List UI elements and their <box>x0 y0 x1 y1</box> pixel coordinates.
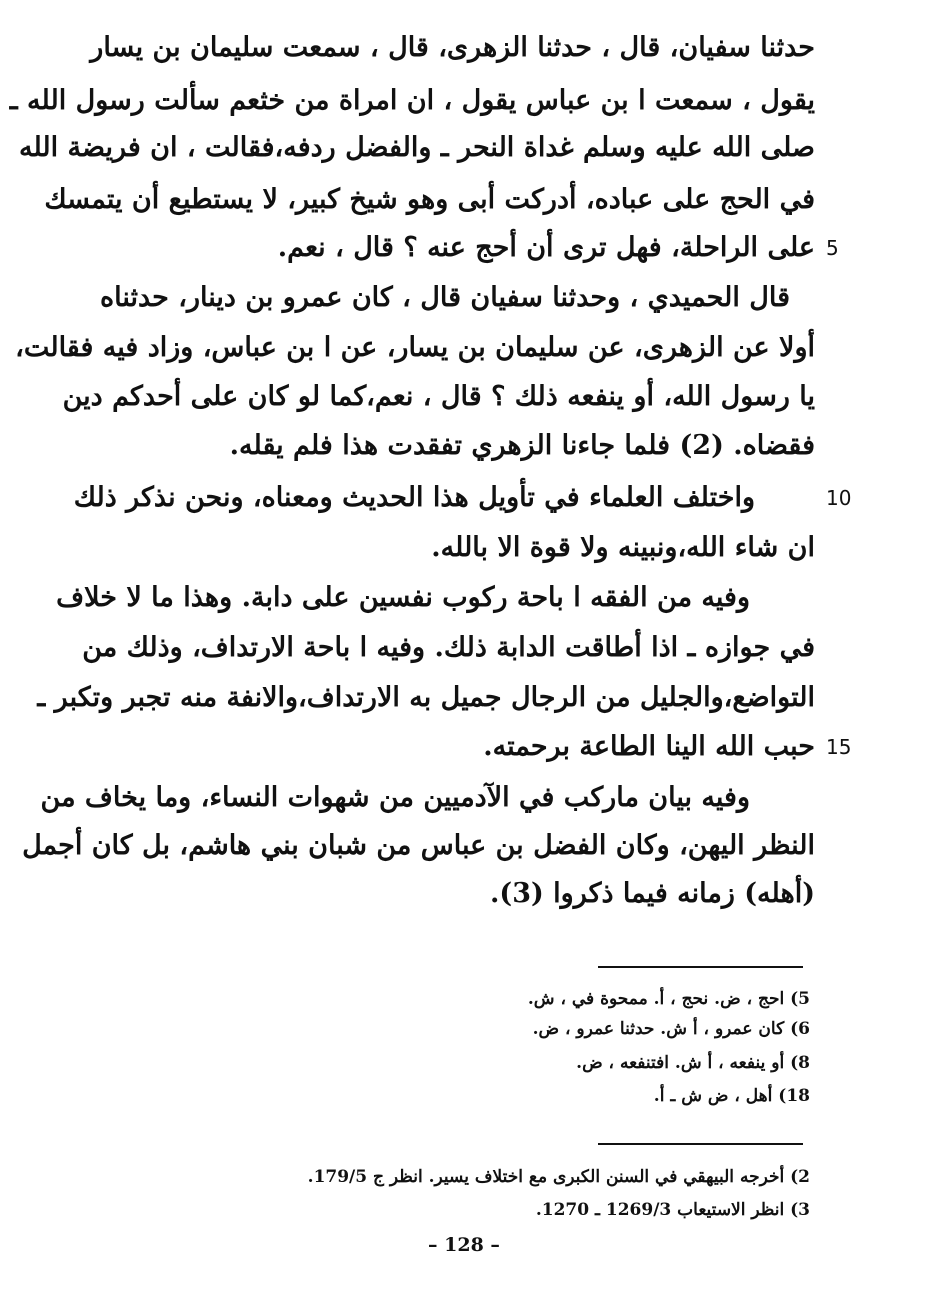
variant-note-ref: 18) <box>778 1086 810 1106</box>
footnote-ref: 2) <box>790 1167 810 1187</box>
body-line-8: يا رسول الله، أو ينفعه ذلك ؟ قال ، نعم،كما لو كان على أحدكم دين <box>62 381 815 412</box>
variant-note-8 <box>420 1048 810 1078</box>
page-number: – 128 – <box>428 1234 500 1256</box>
body-line-11: ان شاء الله،ونبينه ولا قوة الا بالله. <box>431 532 815 563</box>
variant-note-18 <box>420 1081 810 1111</box>
variant-note-ref: 6) <box>790 1019 810 1039</box>
variant-note-5 <box>420 984 810 1014</box>
body-line-14: التواضع،والجليل من الرجال جميل به الارتداف،والانفة منه تجبر وتكبر ـ <box>37 682 815 713</box>
body-line-13: في جوازه ـ اذا أطاقت الدابة ذلك. وفيه ا باحة الارتداف، وذلك من <box>82 632 815 663</box>
body-line-2: يقول ، سمعت ا بن عباس يقول ، ان امراة من خثعم سألت رسول الله ـ <box>9 85 815 116</box>
body-line-18: (أهله) زمانه فيما ذكروا (3). <box>490 878 815 909</box>
body-line-6: قال الحميدي ، وحدثنا سفيان قال ، كان عمرو بن دينار، حدثناه <box>99 282 790 313</box>
footnote-3 <box>150 1195 810 1225</box>
body-line-15: حبب الله الينا الطاعة برحمته. <box>483 731 815 762</box>
footnotes-rule <box>598 1143 803 1145</box>
body-line-1: حدثنا سفيان، قال ، حدثنا الزهرى، قال ، سمعت سليمان بن يسار <box>90 32 815 63</box>
variant-note-ref: 5) <box>790 989 810 1009</box>
body-line-9: فقضاه. (2) فلما جاءنا الزهري تفقدت هذا فلم يقله. <box>229 430 815 461</box>
body-line-7: أولا عن الزهرى، عن سليمان بن يسار، عن ا بن عباس، وزاد فيه فقالت، <box>15 332 815 363</box>
footnote-text: انظر الاستيعاب 1269/3 ـ 1270. <box>535 1200 785 1220</box>
footnote-2 <box>150 1162 810 1192</box>
variant-note-6 <box>420 1014 810 1044</box>
variant-notes-rule <box>598 966 803 968</box>
variant-note-ref: 8) <box>790 1053 810 1073</box>
variant-note-text: أهل ، ض ش ـ أ. <box>653 1086 773 1106</box>
body-line-17: النظر اليهن، وكان الفضل بن عباس من شبان بني هاشم، بل كان أجمل <box>22 830 815 861</box>
line-number-5: 5 <box>826 236 839 260</box>
body-line-16: وفيه بيان ماركب في الآدميين من شهوات النساء، وما يخاف من <box>40 782 750 813</box>
variant-note-text: كان عمرو ، أ ش. حدثنا عمرو ، ض. <box>532 1019 785 1039</box>
body-line-10: واختلف العلماء في تأويل هذا الحديث ومعناه، ونحن نذكر ذلك <box>73 482 755 513</box>
footnote-ref: 3) <box>790 1200 810 1220</box>
variant-note-text: أو ينفعه ، أ ش. افتنفعه ، ض. <box>576 1053 785 1073</box>
body-line-4: في الحج على عباده، أدركت أبى وهو شيخ كبير، لا يستطيع أن يتمسك <box>44 184 815 215</box>
line-number-15: 15 <box>826 735 852 759</box>
body-line-12: وفيه من الفقه ا باحة ركوب نفسين على دابة. وهذا ما لا خلاف <box>56 582 750 613</box>
body-line-3: صلى الله عليه وسلم غداة النحر ـ والفضل ردفه،فقالت ، ان فريضة الله <box>19 132 815 163</box>
variant-note-text: احج ، ض. نحج ، أ. ممحوة في ، ش. <box>527 989 785 1009</box>
body-line-5: على الراحلة، فهل ترى أن أحج عنه ؟ قال ، نعم. <box>277 232 815 263</box>
footnote-text: أخرجه البيهقي في السنن الكبرى مع اختلاف يسير. انظر ج 179/5. <box>307 1167 785 1187</box>
line-number-10: 10 <box>826 486 852 510</box>
